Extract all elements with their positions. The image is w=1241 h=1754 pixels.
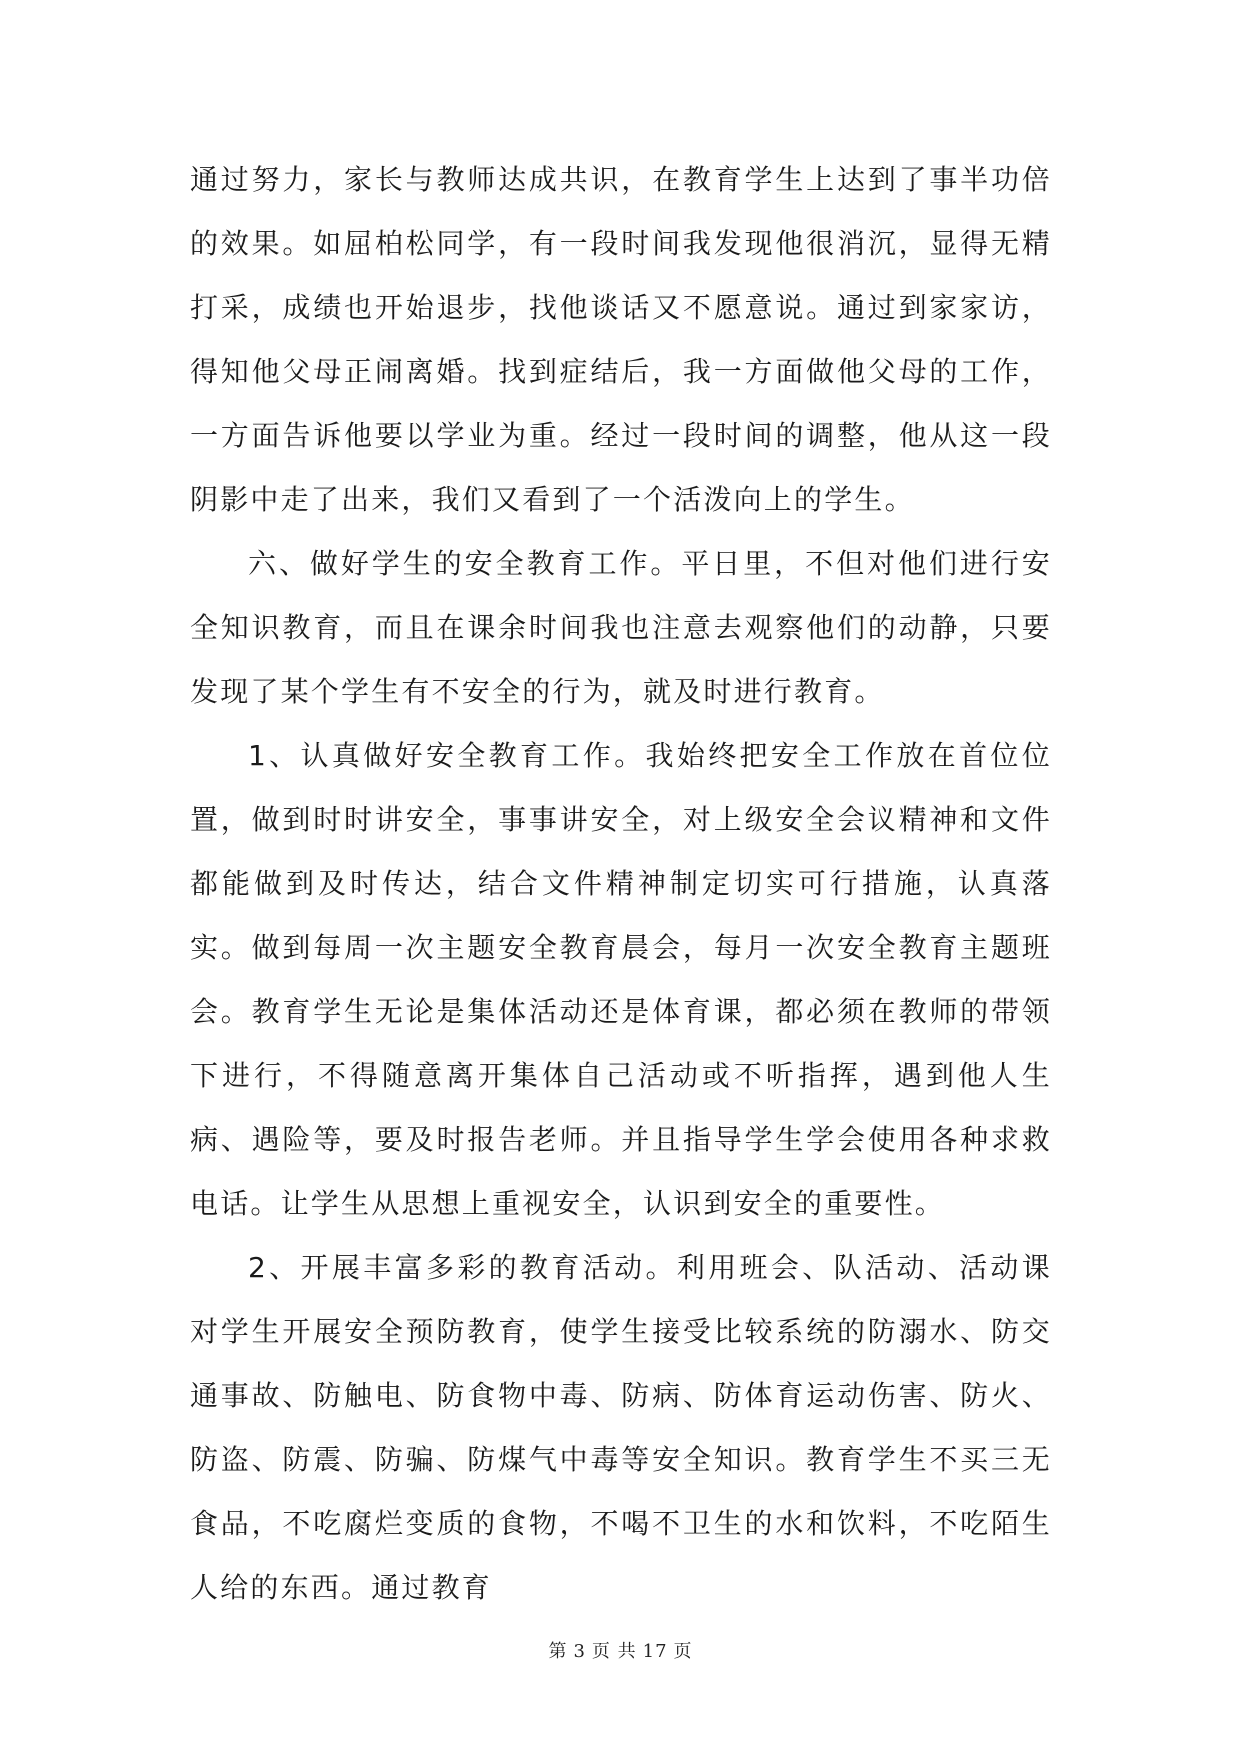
- footer-total-pages: 17: [642, 1641, 668, 1662]
- page-footer: [0, 1637, 1241, 1663]
- footer-suffix: 页: [673, 1641, 693, 1662]
- paragraph-continued: 通过努力，家长与教师达成共识，在教育学生上达到了事半功倍的效果。如屈柏松同学，有一段时间我发现他很消沉，显得无精打采，成绩也开始退步，找他谈话又不愿意说。通过到家家访，得知他父母正闹离婚。找到症结后，我一方面做他父母的工作，一方面告诉他要以学业为重。经过一段时间的调整，他从这一段阴影中走了出来，我们又看到了一个活泼向上的学生。: [190, 163, 1052, 516]
- footer-prefix: 第: [548, 1641, 568, 1662]
- document-body: [190, 148, 1052, 1620]
- paragraph-education-activities: 2、开展丰富多彩的教育活动。利用班会、队活动、活动课对学生开展安全预防教育，使学生接受比较系统的防溺水、防交通事故、防触电、防食物中毒、防病、防体育运动伤害、防火、防盗、防震、防骗、防煤气中毒等安全知识。教育学生不买三无食品，不吃腐烂变质的食物，不喝不卫生的水和饮料，不吃陌生人给的东西。通过教育: [190, 1251, 1052, 1604]
- paragraph-safety-work: 1、认真做好安全教育工作。我始终把安全工作放在首位位置，做到时时讲安全，事事讲安全，对上级安全会议精神和文件都能做到及时传达，结合文件精神制定切实可行措施，认真落实。做到每周一次主题安全教育晨会，每月一次安全教育主题班会。教育学生无论是集体活动还是体育课，都必须在教师的带领下进行，不得随意离开集体自己活动或不听指挥，遇到他人生病、遇险等，要及时报告老师。并且指导学生学会使用各种求救电话。让学生从思想上重视安全，认识到安全的重要性。: [190, 739, 1052, 1220]
- footer-current-page: 3: [573, 1641, 586, 1662]
- footer-mid: 页 共: [591, 1641, 637, 1662]
- paragraph-safety-education: 六、做好学生的安全教育工作。平日里，不但对他们进行安全知识教育，而且在课余时间我也注意去观察他们的动静，只要发现了某个学生有不安全的行为，就及时进行教育。: [190, 547, 1052, 708]
